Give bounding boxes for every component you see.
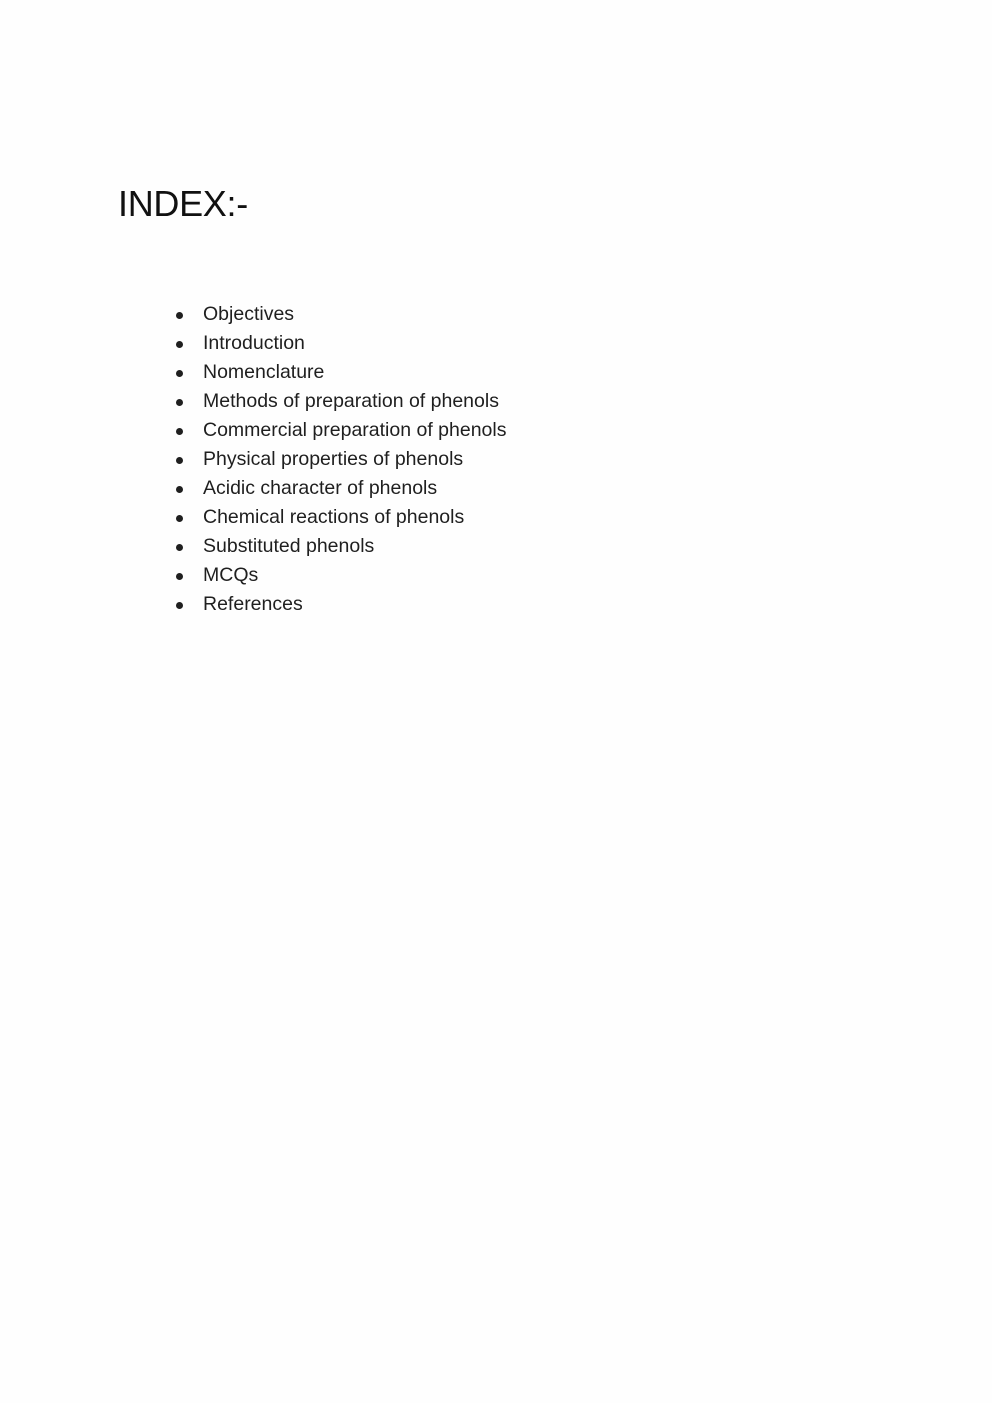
list-item-label: Introduction <box>203 332 305 354</box>
list-item-label: Commercial preparation of phenols <box>203 419 507 441</box>
bullet-icon <box>176 457 183 464</box>
list-item <box>172 445 507 474</box>
list-item <box>172 300 507 329</box>
index-heading: INDEX:- <box>118 183 248 224</box>
list-item-label: Acidic character of phenols <box>203 477 438 499</box>
bullet-icon <box>176 341 183 348</box>
list-item-label: MCQs <box>203 564 259 586</box>
list-item <box>172 358 507 387</box>
list-item-label: Substituted phenols <box>203 535 375 557</box>
bullet-icon <box>176 573 183 580</box>
list-item <box>172 416 507 445</box>
list-item-label: Objectives <box>203 303 295 325</box>
list-item <box>172 474 507 503</box>
list-item <box>172 329 507 358</box>
list-item-label: Chemical reactions of phenols <box>203 506 465 528</box>
bullet-icon <box>176 544 183 551</box>
list-item <box>172 387 507 416</box>
index-list <box>172 300 507 619</box>
bullet-icon <box>176 602 183 609</box>
list-item-label: Physical properties of phenols <box>203 448 464 470</box>
list-item-label: Methods of preparation of phenols <box>203 390 499 412</box>
list-item <box>172 590 507 619</box>
bullet-icon <box>176 515 183 522</box>
bullet-icon <box>176 399 183 406</box>
bullet-icon <box>176 428 183 435</box>
list-item <box>172 561 507 590</box>
list-item-label: Nomenclature <box>203 361 325 383</box>
bullet-icon <box>176 312 183 319</box>
bullet-icon <box>176 486 183 493</box>
bullet-icon <box>176 370 183 377</box>
list-item <box>172 503 507 532</box>
list-item <box>172 532 507 561</box>
list-item-label: References <box>203 593 303 615</box>
